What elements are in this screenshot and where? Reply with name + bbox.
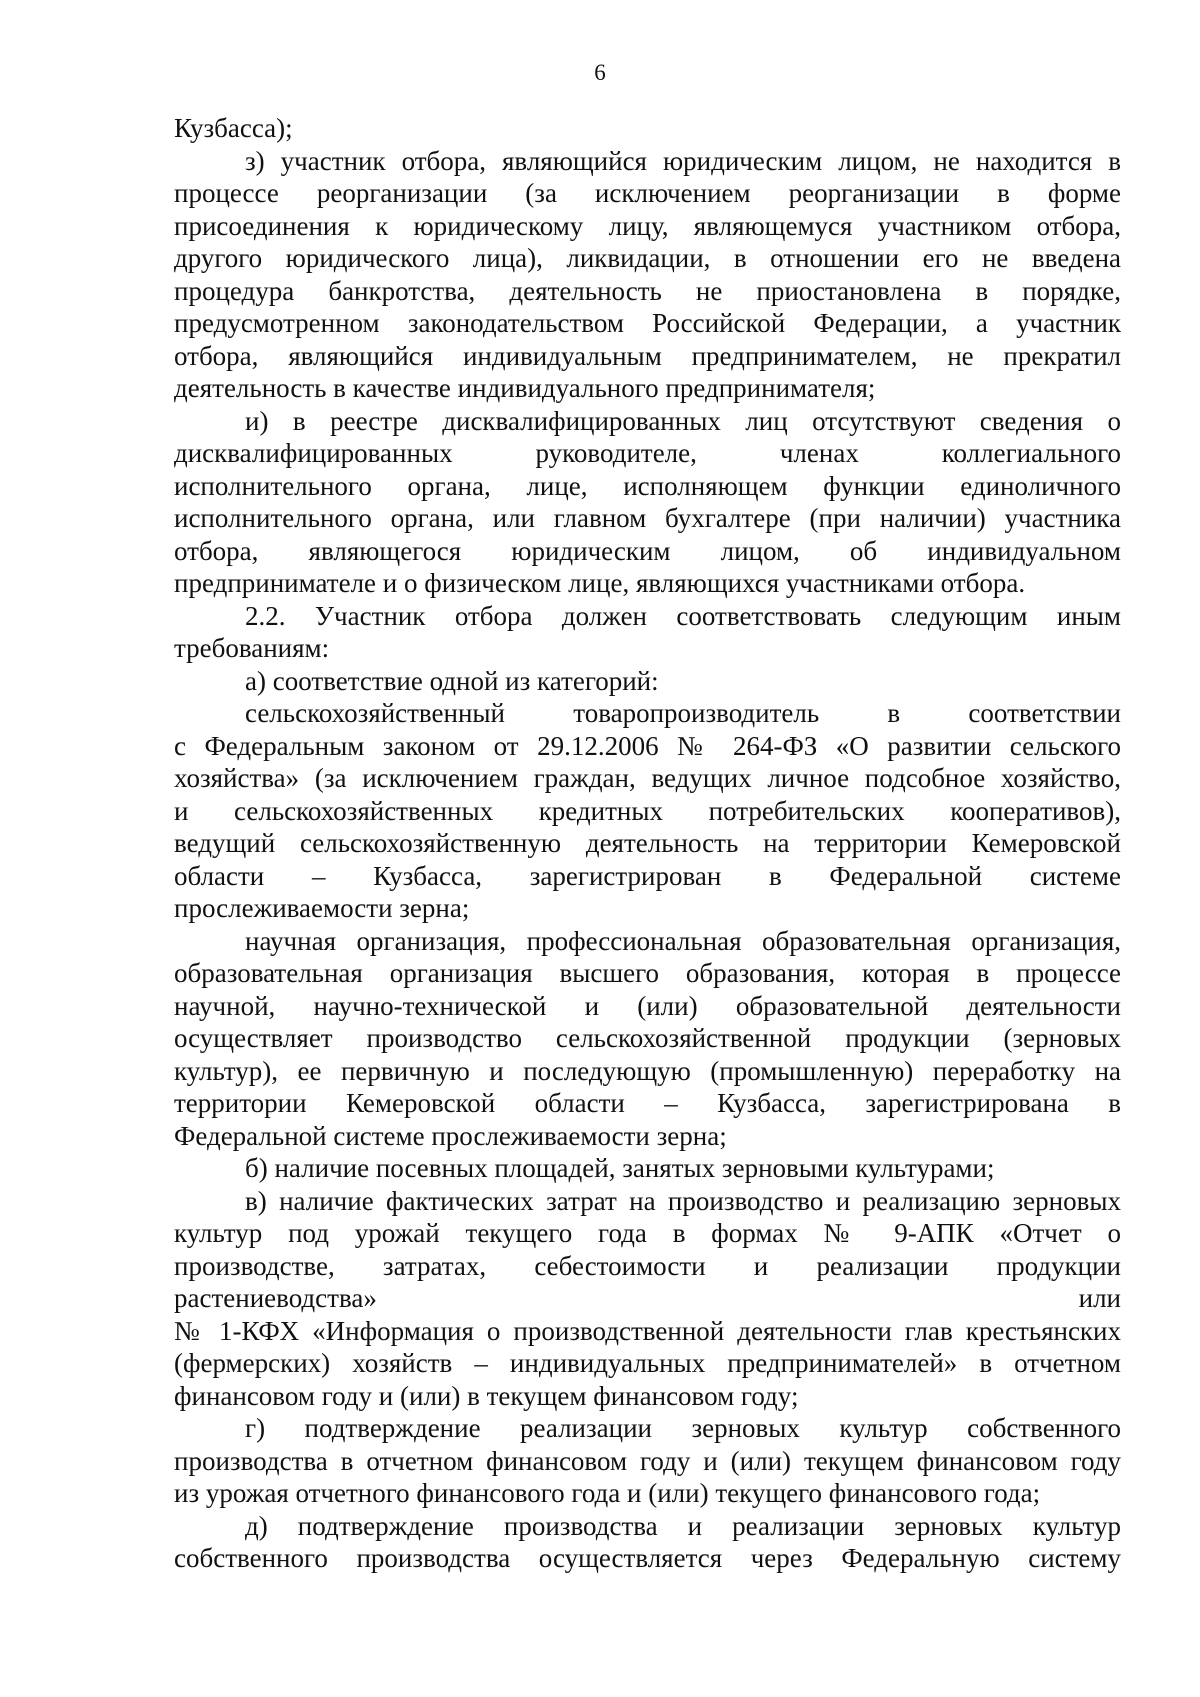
text-line: деятельность в качестве индивидуального предпринимателя; [174,373,876,403]
text-line: требованиям: [174,633,330,663]
text-line: а) соответствие одной из категорий: [245,665,659,696]
text-line: растениеводства» или [174,1283,1121,1313]
text-line: сельскохозяйственный товаропроизводитель в соответствии [245,698,1121,728]
text-line: и) в реестре дисквалифицированных лиц отсутствуют сведения о [245,405,1121,436]
text-line: Кузбасса); [174,113,293,143]
text-line: научной, научно-технической и (или) образовательной деятельности [174,990,1121,1021]
text-line: присоединения к юридическому лицу, являющемуся участником отбора, [174,210,1121,241]
text-line: культур), ее первичную и последующую (промышленную) переработку на [174,1055,1121,1086]
text-line: исполнительного органа, лице, исполняющем функции единоличного [174,470,1121,501]
text-line: № 1-КФХ «Информация о производственной деятельности глав крестьянских [174,1315,1121,1346]
text-line: процессе реорганизации (за исключением реорганизации в форме [174,178,1121,208]
text-line: области – Кузбасса, зарегистрирован в Федеральной системе [174,860,1121,891]
text-line: производства в отчетном финансовом году и (или) текущем финансовом году [174,1445,1121,1476]
text-line: д) подтверждение производства и реализации зерновых культур [245,1510,1121,1541]
text-line: отбора, являющегося юридическим лицом, об индивидуальном [174,535,1121,566]
text-line: собственного производства осуществляется через Федеральную систему [174,1543,1121,1573]
document-body [174,112,1121,1575]
text-line: б) наличие посевных площадей, занятых зерновыми культурами; [245,1153,995,1183]
text-line: в) наличие фактических затрат на производство и реализацию зерновых [245,1185,1121,1216]
text-line: прослеживаемости зерна; [174,893,470,923]
text-line: осуществляет производство сельскохозяйственной продукции (зерновых [174,1023,1121,1053]
text-line: производстве, затратах, себестоимости и реализации продукции [174,1250,1121,1281]
text-line: ведущий сельскохозяйственную деятельность на территории Кемеровской [174,828,1121,858]
text-line: научная организация, профессиональная образовательная организация, [245,925,1121,956]
text-line: исполнительного органа, или главном бухгалтере (при наличии) участника [174,503,1121,533]
text-line: предпринимателе и о физическом лице, являющихся участниками отбора. [174,568,1026,598]
text-line: и сельскохозяйственных кредитных потребительских кооперативов), [174,795,1121,826]
text-line: дисквалифицированных руководителе, членах коллегиального [174,438,1121,468]
text-line: из урожая отчетного финансового года и (или) текущего финансового года; [174,1478,1041,1508]
text-line: финансовом году и (или) в текущем финансовом году; [174,1380,799,1411]
text-line: (фермерских) хозяйств – индивидуальных предпринимателей» в отчетном [174,1348,1121,1378]
text-line: процедура банкротства, деятельность не приостановлена в порядке, [174,275,1121,306]
text-line: 2.2. Участник отбора должен соответствовать следующим иным [245,600,1121,631]
text-line: территории Кемеровской области – Кузбасса, зарегистрирована в [174,1088,1121,1118]
text-line: Федеральной системе прослеживаемости зерна; [174,1120,727,1151]
text-line: культур под урожай текущего года в формах № 9-АПК «Отчет о [174,1218,1121,1248]
text-line: с Федеральным законом от 29.12.2006 № 264-ФЗ «О развитии сельского [174,730,1121,761]
page-number: 6 [594,60,606,85]
text-line: отбора, являющийся индивидуальным предпринимателем, не прекратил [174,340,1121,371]
text-line: хозяйства» (за исключением граждан, ведущих личное подсобное хозяйство, [174,763,1121,793]
text-line: г) подтверждение реализации зерновых культур собственного [245,1413,1121,1443]
text-line: другого юридического лица), ликвидации, в отношении его не введена [174,243,1121,273]
text-line: предусмотренном законодательством Российской Федерации, а участник [174,308,1121,338]
text-line: з) участник отбора, являющийся юридическим лицом, не находится в [245,145,1121,176]
text-line: образовательная организация высшего образования, которая в процессе [174,958,1121,988]
